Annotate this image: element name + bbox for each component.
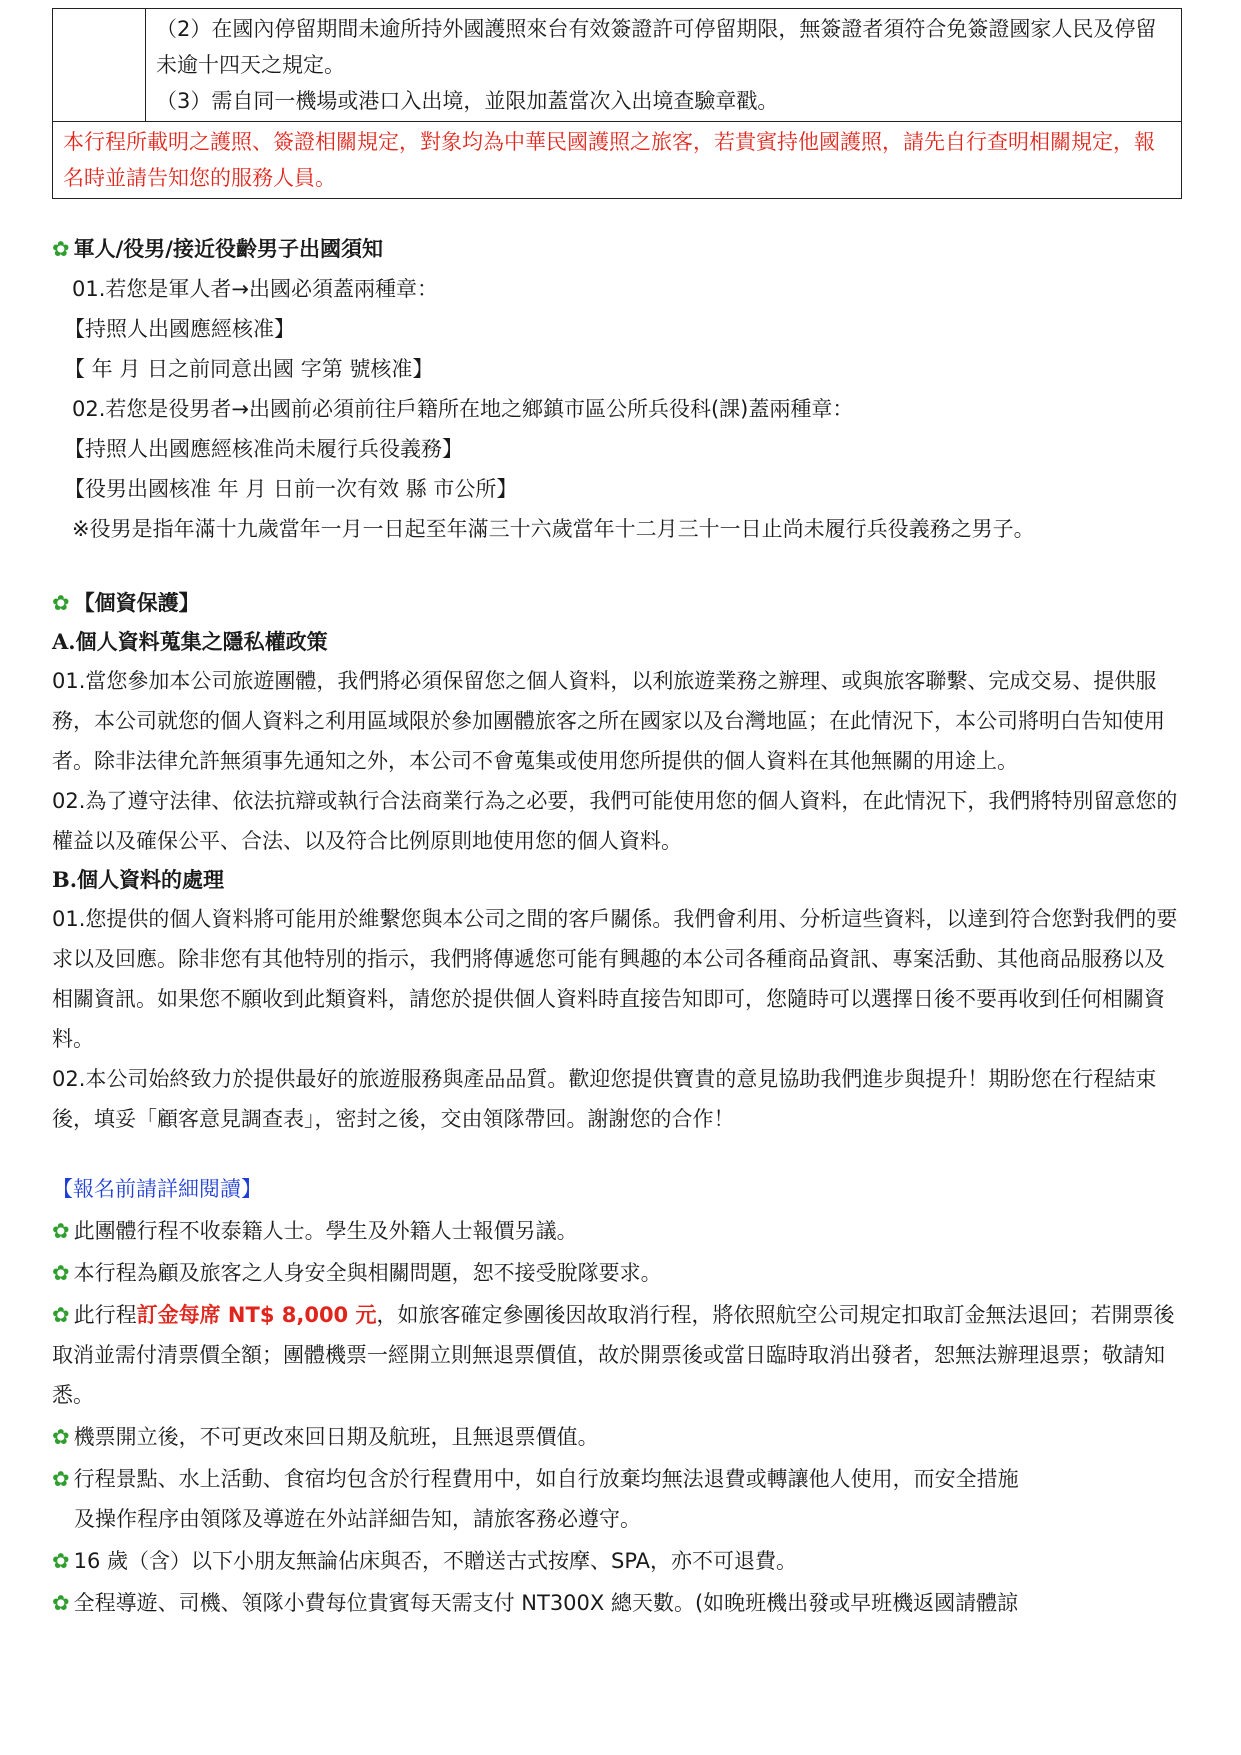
deposit-amount: 訂金每席 NT$ 8,000 元 (136, 1303, 377, 1327)
privacy-paragraph: 02.為了遵守法律、依法抗辯或執行合法商業行為之必要，我們可能使用您的個人資料，在此情況下，我們將特別留意您的權益以及確保公平、合法、以及符合比例原則地使用您的個人資料。 (52, 789, 1178, 853)
flower-icon: ✿ (52, 1303, 70, 1327)
notice-text: 此行程 (73, 1303, 137, 1327)
privacy-paragraph: 01.您提供的個人資料將可能用於維繫您與本公司之間的客戶關係。我們會利用、分析這些資料，以達到符合您對我們的要求以及回應。除非您有其他特別的指示，我們將傳遞您可能有興趣的本公司各種商品資訊、專案活動、其他商品服務以及相關資訊。如果您不願收到此類資料，請您於提供個人資料時直接告知即可，您隨時可以選擇日後不要再收到任何相關資料。 (52, 907, 1178, 1051)
military-line: 【 年 月 日之前同意出國 字第 號核准】 (64, 357, 434, 381)
notice-text: 行程景點、水上活動、食宿均包含於行程費用中，如自行放棄均無法退費或轉讓他人使用，而安全措施 (73, 1467, 1019, 1491)
visa-rule-3: （3）需自同一機場或港口入出境，並限加蓋當次入出境查驗章戳。 (156, 89, 779, 113)
notice-heading: 【報名前請詳細閱讀】 (52, 1177, 262, 1201)
flower-icon: ✿ (52, 591, 70, 615)
military-line: 【持照人出國應經核准】 (64, 317, 295, 341)
passport-note: 本行程所載明之護照、簽證相關規定，對象均為中華民國護照之旅客，若貴賓持他國護照，請先自行查明相關規定，報名時並請告知您的服務人員。 (53, 122, 1182, 199)
flower-icon: ✿ (52, 1261, 70, 1285)
notice-item (52, 1417, 1182, 1457)
notice-item (52, 1459, 1182, 1539)
privacy-paragraph: 01.當您參加本公司旅遊團體，我們將必須保留您之個人資料，以利旅遊業務之辦理、或與旅客聯繫、完成交易、提供服務，本公司就您的個人資料之利用區域限於參加團體旅客之所在國家以及台灣地區；在此情況下，本公司將明白告知使用者。除非法律允許無須事先通知之外，本公司不會蒐集或使用您所提供的個人資料在其他無關的用途上。 (52, 669, 1165, 773)
notice-item (52, 1583, 1182, 1623)
military-line: 【役男出國核准 年 月 日前一次有效 縣 市公所】 (64, 477, 518, 501)
military-line: ※役男是指年滿十九歲當年一月一日起至年滿三十六歲當年十二月三十一日止尚未履行兵役義務之男子。 (72, 517, 1035, 541)
notice-text: 全程導遊、司機、領隊小費每位貴賓每天需支付 NT300X 總天數。(如晚班機出發或早班機返國請體諒 (73, 1591, 1019, 1615)
notice-text: ，如旅客確定參團後因故取消行程，將依照航空公司規定扣取訂金無法退回；若開票後取消並需付清票價全額；團體機票一經開立則無退票價值，故於開票後或當日臨時取消出發者，恕無法辦理退票；敬請知悉。 (52, 1303, 1175, 1407)
document-page (52, 8, 1182, 1623)
flower-icon: ✿ (52, 237, 70, 261)
table-row (53, 9, 1182, 122)
privacy-subheading-b: B.個人資料的處理 (52, 867, 225, 892)
notice-text-continued: 及操作程序由領隊及導遊在外站詳細告知，請旅客務必遵守。 (74, 1507, 641, 1531)
visa-rule-2: （2）在國內停留期間未逾所持外國護照來台有效簽證許可停留期限，無簽證者須符合免簽證國家人民及停留未逾十四天之規定。 (156, 17, 1157, 77)
flower-icon: ✿ (52, 1219, 70, 1243)
military-line: 【持照人出國應經核准尚未履行兵役義務】 (64, 437, 463, 461)
military-line: 01.若您是軍人者→出國必須蓋兩種章： (72, 277, 438, 301)
visa-rules-table (52, 8, 1182, 199)
privacy-heading: 【個資保護】 (73, 591, 200, 615)
table-cell (146, 9, 1182, 122)
flower-icon: ✿ (52, 1549, 70, 1573)
notice-item (52, 1295, 1182, 1415)
notice-item (52, 1211, 1182, 1251)
notice-text: 此團體行程不收泰籍人士。學生及外籍人士報價另議。 (73, 1219, 578, 1243)
notice-section (52, 1169, 1182, 1623)
section-heading (52, 229, 1182, 269)
section-heading (52, 583, 1182, 623)
privacy-section (52, 583, 1182, 1139)
notice-text: 機票開立後，不可更改來回日期及航班，且無退票價值。 (73, 1425, 599, 1449)
flower-icon: ✿ (52, 1425, 70, 1449)
military-line: 02.若您是役男者→出國前必須前往戶籍所在地之鄉鎮市區公所兵役科(課)蓋兩種章： (72, 397, 854, 421)
notice-text: 本行程為顧及旅客之人身安全與相關問題，恕不接受脫隊要求。 (73, 1261, 662, 1285)
table-cell-blank (53, 9, 146, 122)
notice-item (52, 1253, 1182, 1293)
flower-icon: ✿ (52, 1467, 70, 1491)
notice-text: 16 歲（含）以下小朋友無論佔床與否，不贈送古式按摩、SPA，亦不可退費。 (73, 1549, 798, 1573)
military-heading: 軍人/役男/接近役齡男子出國須知 (73, 237, 383, 261)
table-row (53, 122, 1182, 199)
privacy-subheading-a: A.個人資料蒐集之隱私權政策 (52, 629, 328, 654)
notice-item (52, 1541, 1182, 1581)
privacy-paragraph: 02.本公司始終致力於提供最好的旅遊服務與產品品質。歡迎您提供寶貴的意見協助我們進步與提升！期盼您在行程結束後，填妥「顧客意見調查表」，密封之後，交由領隊帶回。謝謝您的合作！ (52, 1067, 1157, 1131)
flower-icon: ✿ (52, 1591, 70, 1615)
military-section (52, 229, 1182, 549)
